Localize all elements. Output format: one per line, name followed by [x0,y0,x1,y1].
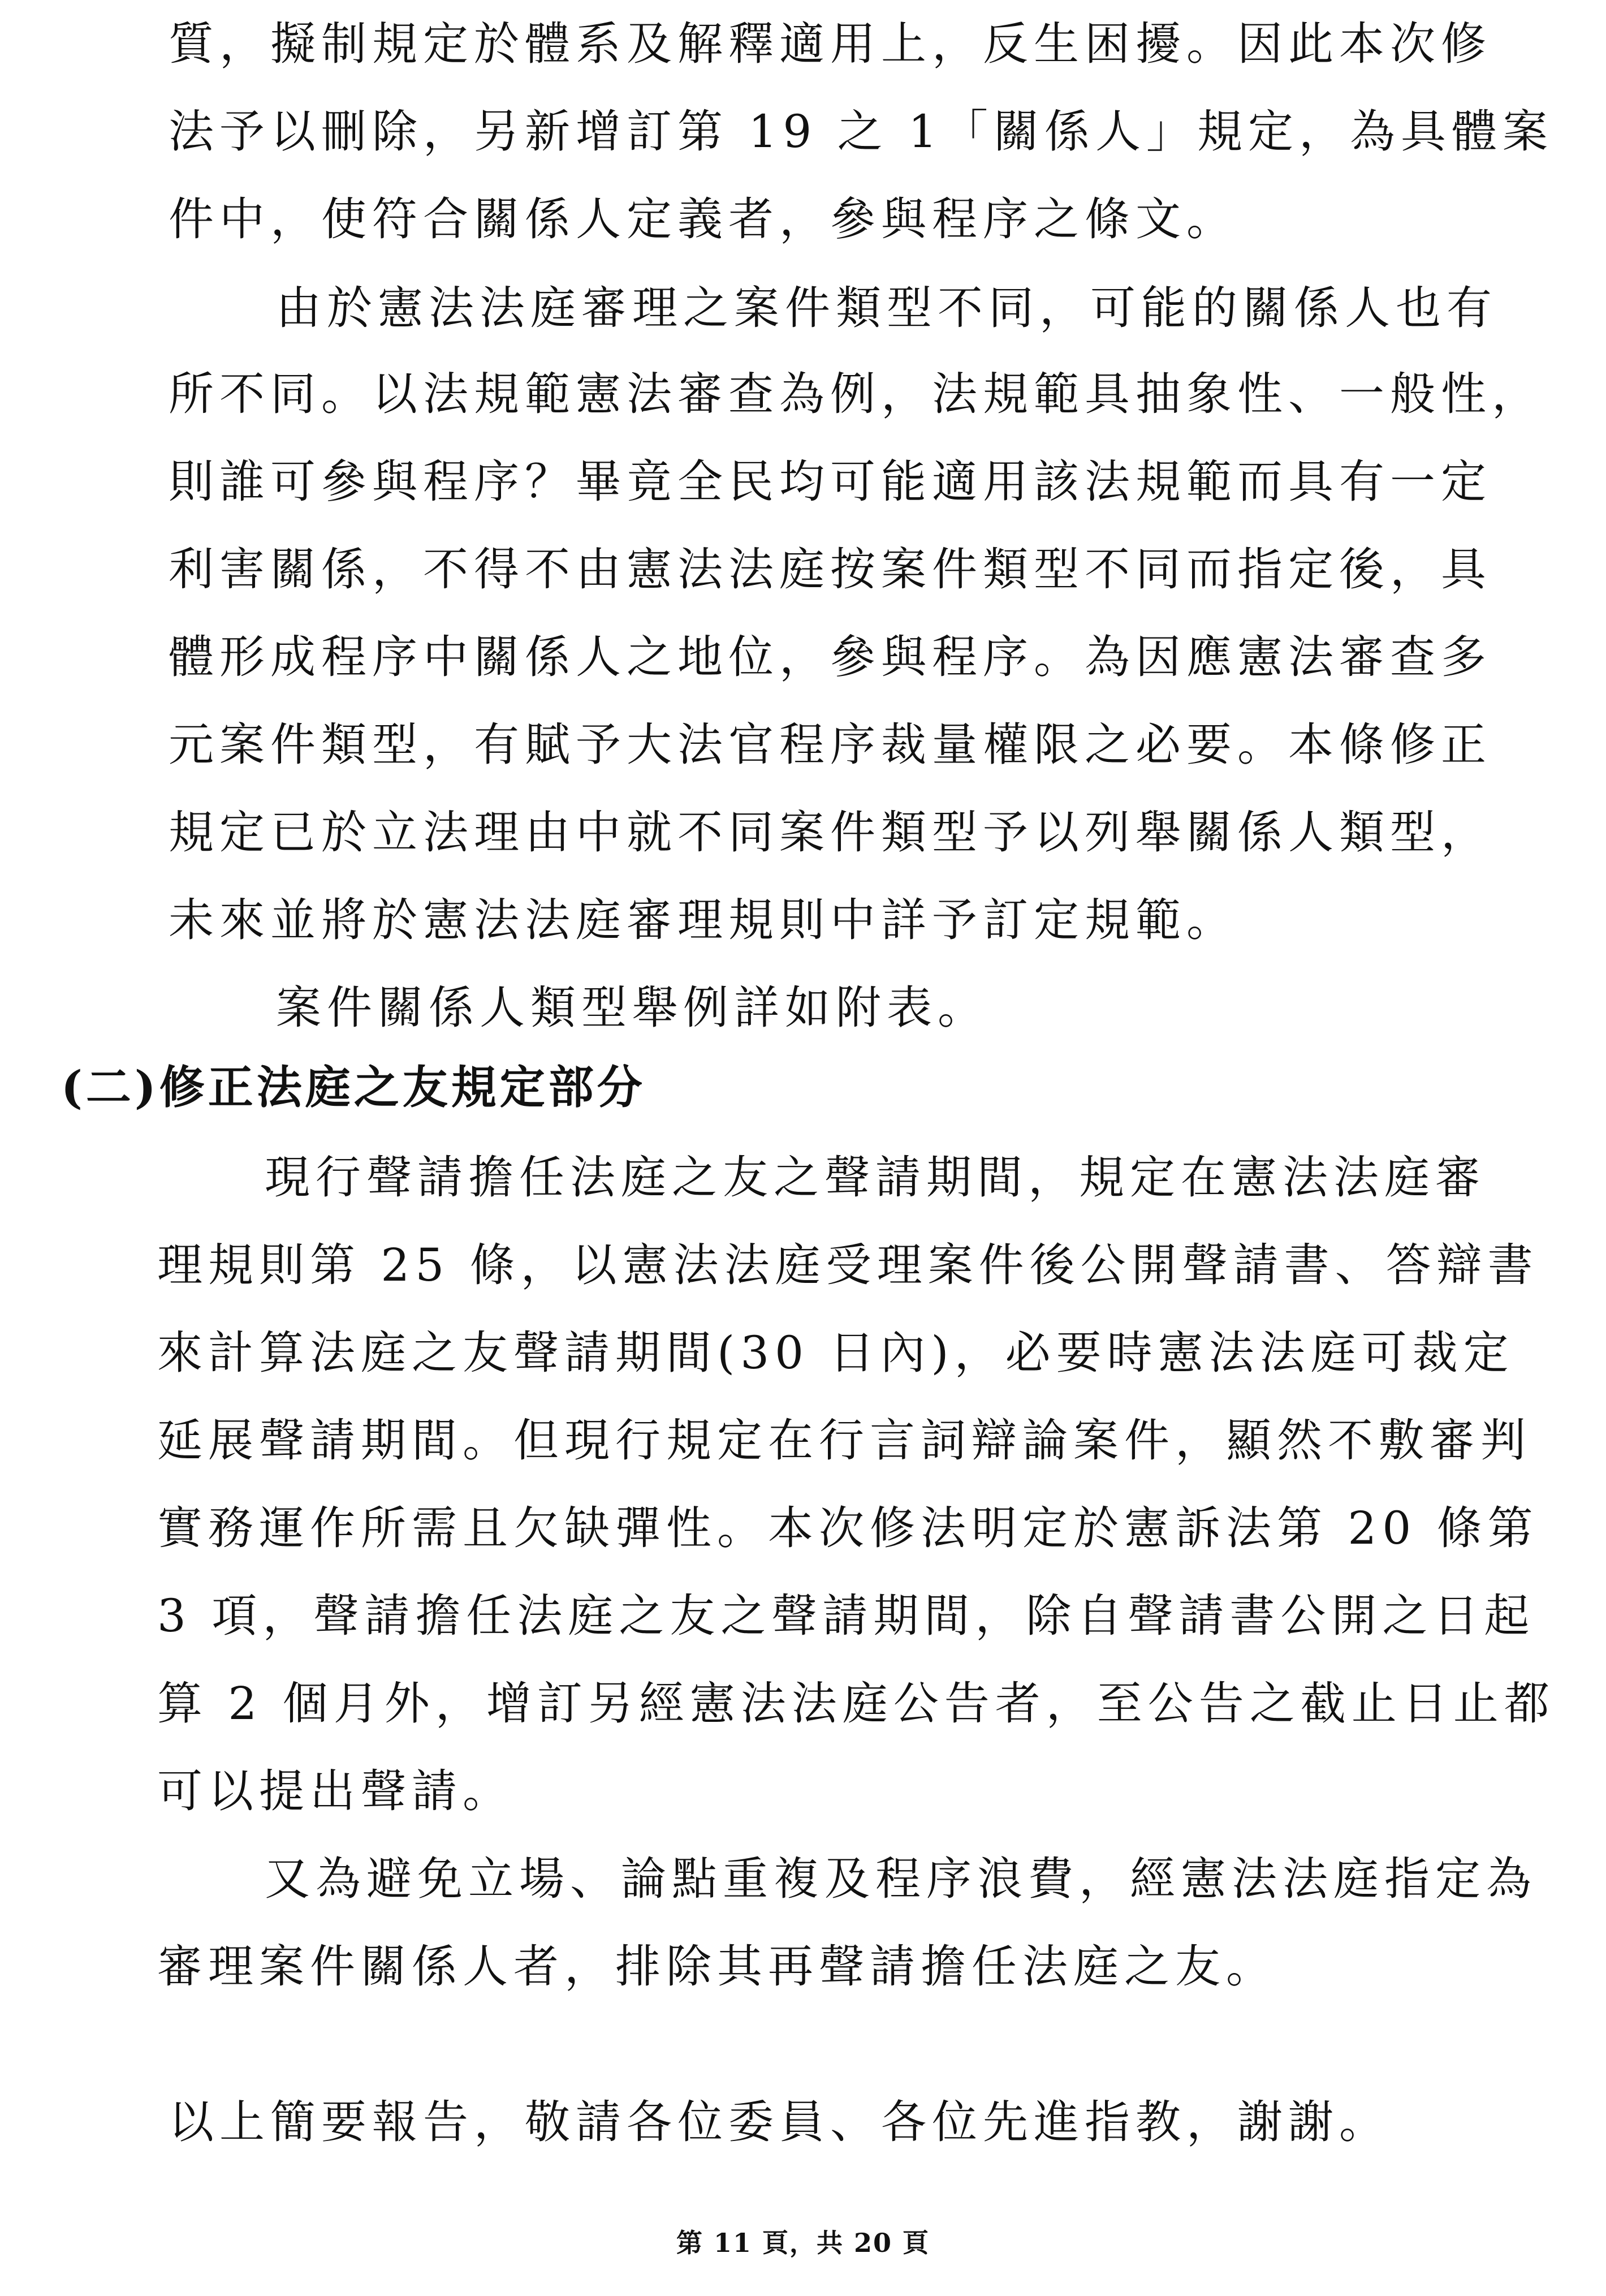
paragraph-1-line-3: 件中，使符合關係人定義者，參與程序之條文。 [169,193,1237,245]
paragraph-1-line-2: 法予以刪除，另新增訂第 19 之 1「關係人」規定，為具體案 [169,105,1553,158]
paragraph-2-line-5: 體形成程序中關係人之地位，參與程序。為因應憲法審查多 [169,631,1492,683]
section-heading: (二)修正法庭之友規定部分 [61,1061,646,1114]
paragraph-5-line-1: 又為避免立場、論點重複及程序浪費，經憲法法庭指定為 [265,1853,1537,1905]
page-number-footer: 第 11 頁，共 20 頁 [676,2228,930,2258]
paragraph-4-line-2: 理規則第 25 條，以憲法法庭受理案件後公開聲請書、答辯書 [157,1239,1539,1291]
paragraph-4-line-5: 實務運作所需且欠缺彈性。本次修法明定於憲訴法第 20 條第 [157,1502,1539,1554]
paragraph-2-line-6: 元案件類型，有賦予大法官程序裁量權限之必要。本條修正 [169,718,1492,771]
paragraph-4-line-1: 現行聲請擔任法庭之友之聲請期間，規定在憲法法庭審 [265,1151,1486,1204]
paragraph-2-line-1: 由於憲法法庭審理之案件類型不同，可能的關係人也有 [276,282,1497,334]
paragraph-4-line-4: 延展聲請期間。但現行規定在行言詞辯論案件，顯然不敷審判 [157,1414,1531,1467]
paragraph-1-line-1: 質，擬制規定於體系及解釋適用上，反生困擾。因此本次修 [169,18,1492,70]
paragraph-4-line-7: 算 2 個月外，增訂另經憲法法庭公告者，至公告之截止日止都 [157,1677,1555,1730]
closing-remark: 以上簡要報告，敬請各位委員、各位先進指教，謝謝。 [169,2096,1390,2148]
paragraph-4-line-8: 可以提出聲請。 [157,1765,513,1817]
paragraph-2-line-8: 未來並將於憲法法庭審理規則中詳予訂定規範。 [169,894,1237,946]
paragraph-2-line-7: 規定已於立法理由中就不同案件類型予以列舉關係人類型， [169,806,1492,859]
paragraph-2-line-3: 則誰可參與程序？畢竟全民均可能適用該法規範而具有一定 [169,455,1492,508]
paragraph-2-line-4: 利害關係，不得不由憲法法庭按案件類型不同而指定後，具 [169,543,1492,596]
paragraph-3-line-1: 案件關係人類型舉例詳如附表。 [276,981,988,1034]
paragraph-4-line-3: 來計算法庭之友聲請期間(30 日內)，必要時憲法法庭可裁定 [157,1326,1514,1379]
paragraph-5-line-2: 審理案件關係人者，排除其再聲請擔任法庭之友。 [157,1940,1277,1993]
paragraph-4-line-6: 3 項，聲請擔任法庭之友之聲請期間，除自聲請書公開之日起 [157,1589,1535,1642]
paragraph-2-line-2: 所不同。以法規範憲法審查為例，法規範具抽象性、一般性， [169,368,1543,420]
